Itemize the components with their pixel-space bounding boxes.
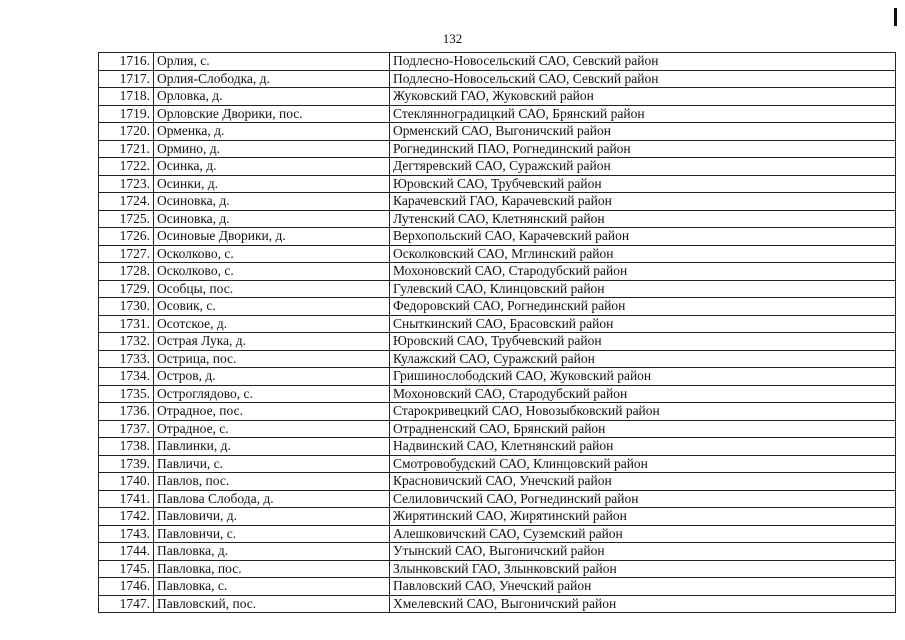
table-row — [99, 438, 896, 456]
table-row — [99, 123, 896, 141]
settlement-name: Отрадное, пос. — [154, 403, 390, 421]
administrative-unit: Юровский САО, Трубчевский район — [390, 333, 896, 351]
table-row — [99, 333, 896, 351]
settlement-name: Остроглядово, с. — [154, 385, 390, 403]
table-row — [99, 280, 896, 298]
page-number: 132 — [442, 31, 463, 46]
row-number: 1728. — [99, 263, 154, 281]
administrative-unit: Подлесно-Новосельский САО, Севский район — [390, 70, 896, 88]
administrative-unit: Стеклянноградицкий САО, Брянский район — [390, 105, 896, 123]
administrative-unit: Жуковский ГАО, Жуковский район — [390, 88, 896, 106]
table-row — [99, 508, 896, 526]
settlement-name: Орлия-Слободка, д. — [154, 70, 390, 88]
administrative-unit: Федоровский САО, Рогнединский район — [390, 298, 896, 316]
settlement-name: Осиновка, д. — [154, 210, 390, 228]
row-number: 1731. — [99, 315, 154, 333]
settlement-name: Павловка, д. — [154, 543, 390, 561]
row-number: 1716. — [99, 53, 154, 71]
administrative-unit: Мохоновский САО, Стародубский район — [390, 263, 896, 281]
row-number: 1744. — [99, 543, 154, 561]
settlement-name: Орменка, д. — [154, 123, 390, 141]
administrative-unit: Отрадненский САО, Брянский район — [390, 420, 896, 438]
table-row — [99, 245, 896, 263]
row-number: 1723. — [99, 175, 154, 193]
settlement-name: Павлов, пос. — [154, 473, 390, 491]
administrative-unit: Сныткинский САО, Брасовский район — [390, 315, 896, 333]
settlement-name: Особцы, пос. — [154, 280, 390, 298]
settlement-name: Орлия, с. — [154, 53, 390, 71]
table-row — [99, 385, 896, 403]
administrative-unit: Орменский САО, Выгоничский район — [390, 123, 896, 141]
settlement-name: Осиновка, д. — [154, 193, 390, 211]
administrative-unit: Карачевский ГАО, Карачевский район — [390, 193, 896, 211]
administrative-unit: Селиловичский САО, Рогнединский район — [390, 490, 896, 508]
table-row — [99, 368, 896, 386]
row-number: 1719. — [99, 105, 154, 123]
table-row — [99, 210, 896, 228]
administrative-unit: Красновичский САО, Унечский район — [390, 473, 896, 491]
table-row — [99, 525, 896, 543]
row-number: 1721. — [99, 140, 154, 158]
administrative-unit: Верхопольский САО, Карачевский район — [390, 228, 896, 246]
table-row — [99, 228, 896, 246]
table-row — [99, 543, 896, 561]
administrative-unit: Гулевский САО, Клинцовский район — [390, 280, 896, 298]
table-row — [99, 403, 896, 421]
settlement-name: Павлинки, д. — [154, 438, 390, 456]
row-number: 1734. — [99, 368, 154, 386]
row-number: 1722. — [99, 158, 154, 176]
administrative-unit: Надвинский САО, Клетнянский район — [390, 438, 896, 456]
settlement-name: Осколково, с. — [154, 263, 390, 281]
settlement-name: Острица, пос. — [154, 350, 390, 368]
settlement-name: Осинка, д. — [154, 158, 390, 176]
settlement-name: Ормино, д. — [154, 140, 390, 158]
row-number: 1739. — [99, 455, 154, 473]
row-number: 1727. — [99, 245, 154, 263]
row-number: 1730. — [99, 298, 154, 316]
table-row — [99, 88, 896, 106]
row-number: 1736. — [99, 403, 154, 421]
table-row — [99, 140, 896, 158]
table-row — [99, 473, 896, 491]
row-number: 1733. — [99, 350, 154, 368]
settlement-name: Павловка, пос. — [154, 560, 390, 578]
table-row — [99, 193, 896, 211]
settlement-name: Павлова Слобода, д. — [154, 490, 390, 508]
row-number: 1718. — [99, 88, 154, 106]
administrative-unit: Осколковский САО, Мглинский район — [390, 245, 896, 263]
administrative-unit: Жирятинский САО, Жирятинский район — [390, 508, 896, 526]
administrative-unit: Подлесно-Новосельский САО, Севский район — [390, 53, 896, 71]
administrative-unit: Старокривецкий САО, Новозыбковский район — [390, 403, 896, 421]
administrative-unit: Рогнединский ПАО, Рогнединский район — [390, 140, 896, 158]
administrative-unit: Лутенский САО, Клетнянский район — [390, 210, 896, 228]
settlements-table — [98, 52, 896, 613]
settlements-table-body — [99, 53, 896, 613]
administrative-unit: Злынковский ГАО, Злынковский район — [390, 560, 896, 578]
settlement-name: Павличи, с. — [154, 455, 390, 473]
table-row — [99, 455, 896, 473]
row-number: 1737. — [99, 420, 154, 438]
row-number: 1743. — [99, 525, 154, 543]
administrative-unit: Алешковичский САО, Суземский район — [390, 525, 896, 543]
table-row — [99, 560, 896, 578]
table-row — [99, 175, 896, 193]
row-number: 1745. — [99, 560, 154, 578]
table-row — [99, 298, 896, 316]
table-row — [99, 105, 896, 123]
table-row — [99, 350, 896, 368]
row-number: 1741. — [99, 490, 154, 508]
settlement-name: Орловка, д. — [154, 88, 390, 106]
settlement-name: Остров, д. — [154, 368, 390, 386]
table-row — [99, 578, 896, 596]
administrative-unit: Кулажский САО, Суражский район — [390, 350, 896, 368]
table-row — [99, 315, 896, 333]
administrative-unit: Дегтяревский САО, Суражский район — [390, 158, 896, 176]
settlement-name: Павловка, с. — [154, 578, 390, 596]
row-number: 1747. — [99, 595, 154, 613]
row-number: 1742. — [99, 508, 154, 526]
row-number: 1740. — [99, 473, 154, 491]
row-number: 1726. — [99, 228, 154, 246]
table-row — [99, 158, 896, 176]
administrative-unit: Утынский САО, Выгоничский район — [390, 543, 896, 561]
administrative-unit: Мохоновский САО, Стародубский район — [390, 385, 896, 403]
settlement-name: Орловские Дворики, пос. — [154, 105, 390, 123]
table-row — [99, 595, 896, 613]
table-row — [99, 263, 896, 281]
administrative-unit: Павловский САО, Унечский район — [390, 578, 896, 596]
table-row — [99, 490, 896, 508]
table-row — [99, 70, 896, 88]
administrative-unit: Юровский САО, Трубчевский район — [390, 175, 896, 193]
administrative-unit: Смотровобудский САО, Клинцовский район — [390, 455, 896, 473]
row-number: 1720. — [99, 123, 154, 141]
row-number: 1717. — [99, 70, 154, 88]
settlement-name: Осотское, д. — [154, 315, 390, 333]
administrative-unit: Хмелевский САО, Выгоничский район — [390, 595, 896, 613]
row-number: 1724. — [99, 193, 154, 211]
row-number: 1729. — [99, 280, 154, 298]
settlement-name: Осовик, с. — [154, 298, 390, 316]
scan-edge-mark — [894, 8, 897, 26]
row-number: 1732. — [99, 333, 154, 351]
settlement-name: Павловичи, д. — [154, 508, 390, 526]
table-row — [99, 420, 896, 438]
settlement-name: Острая Лука, д. — [154, 333, 390, 351]
row-number: 1746. — [99, 578, 154, 596]
settlement-name: Павловичи, с. — [154, 525, 390, 543]
row-number: 1738. — [99, 438, 154, 456]
row-number: 1725. — [99, 210, 154, 228]
settlement-name: Осиновые Дворики, д. — [154, 228, 390, 246]
administrative-unit: Гришинослободский САО, Жуковский район — [390, 368, 896, 386]
settlement-name: Осколково, с. — [154, 245, 390, 263]
settlement-name: Павловский, пос. — [154, 595, 390, 613]
table-row — [99, 53, 896, 71]
settlement-name: Отрадное, с. — [154, 420, 390, 438]
settlement-name: Осинки, д. — [154, 175, 390, 193]
row-number: 1735. — [99, 385, 154, 403]
